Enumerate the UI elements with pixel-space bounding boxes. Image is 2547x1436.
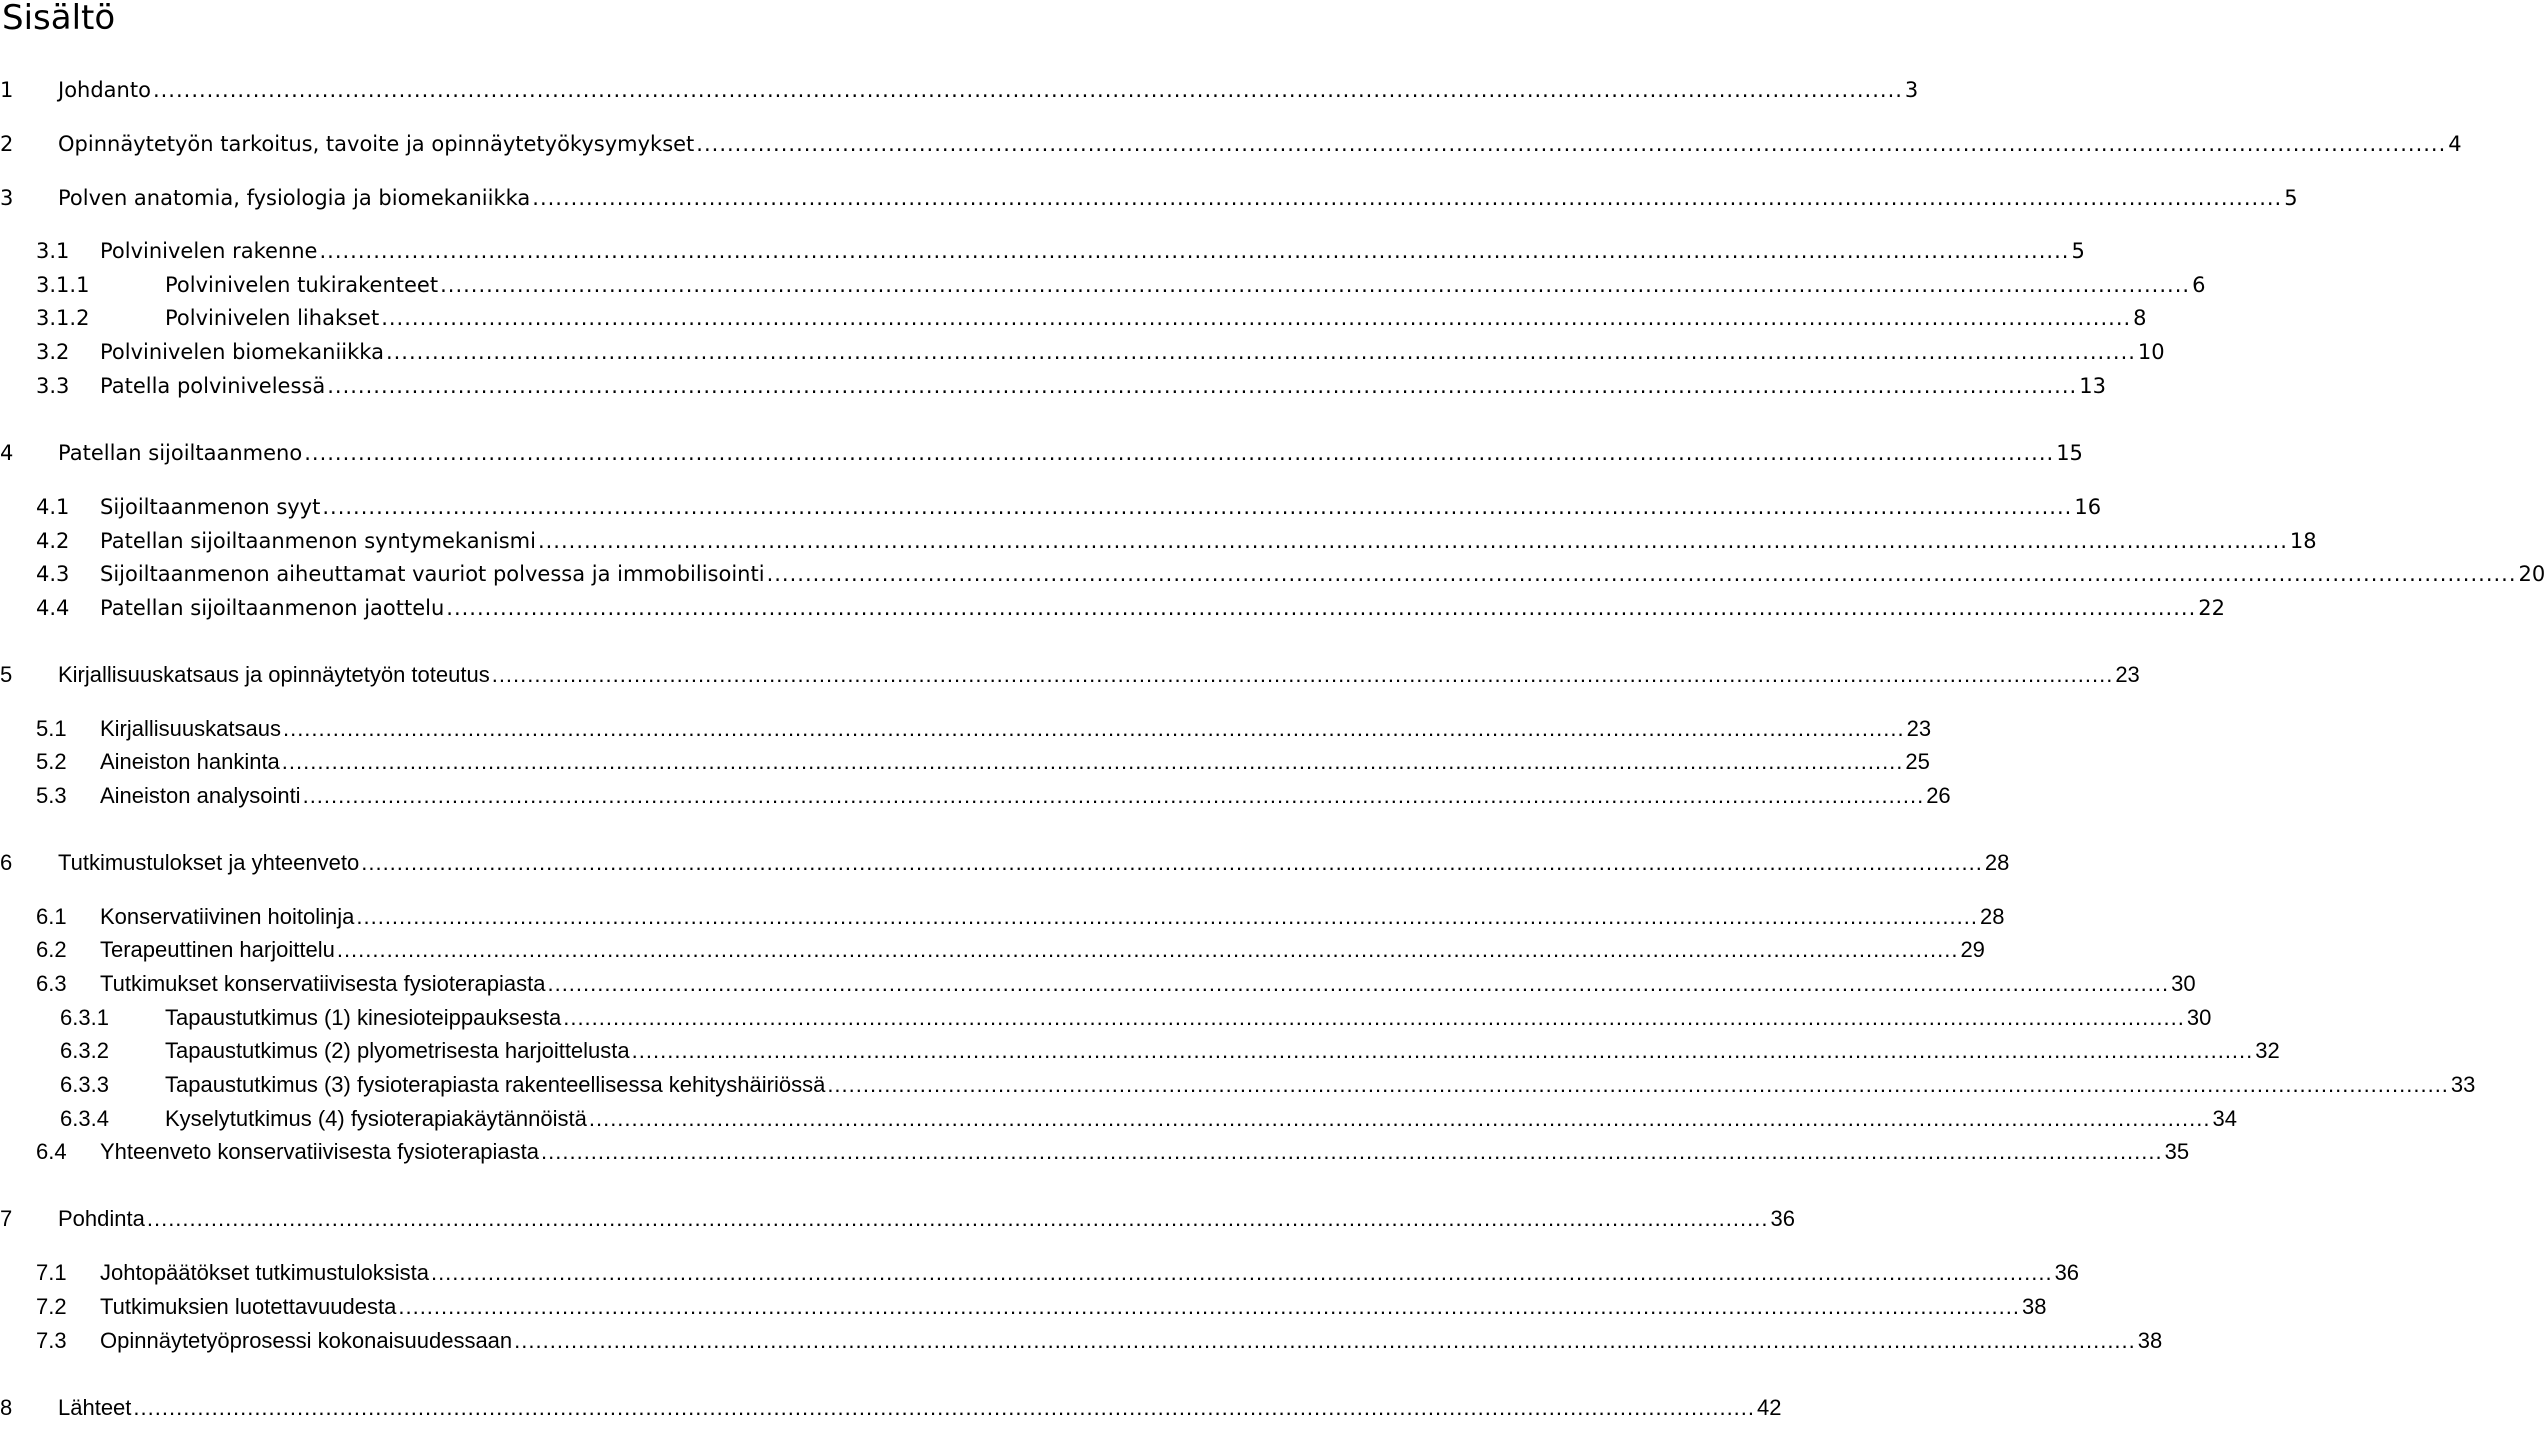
toc-entry-number: 8	[0, 1395, 13, 1420]
toc-entry[interactable]	[0, 335, 2165, 369]
toc-entry-page-number: 38	[2137, 1328, 2163, 1353]
toc-entry-number: 6.1	[36, 904, 67, 929]
toc-entry-number: 5.3	[36, 783, 67, 808]
toc-entry-page-number: 30	[2171, 971, 2196, 996]
toc-entry-number: 7.1	[36, 1260, 67, 1285]
toc-entry-title: Patella polvinivelessä	[100, 374, 326, 398]
toc-entry-number: 6.3	[36, 971, 67, 996]
toc-entry[interactable]	[0, 745, 1930, 779]
toc-entry[interactable]	[0, 1034, 2280, 1068]
toc-entry-page-number: 22	[2198, 596, 2225, 620]
toc-entry[interactable]	[0, 1324, 2163, 1358]
toc-entry[interactable]	[0, 658, 2140, 692]
toc-entry-title: Opinnäytetyöprosessi kokonaisuudessaan	[100, 1328, 513, 1353]
toc-dot-leader: ....................................................................................................................................................................................................................................	[322, 495, 2073, 519]
toc-entry[interactable]	[0, 1202, 1795, 1236]
toc-entry-number: 6.2	[36, 937, 67, 962]
toc-entry-title: Tapaustutkimus (3) fysioterapiasta rakenteellisessa kehityshäiriössä	[165, 1072, 826, 1097]
toc-entry-number: 3.1.2	[36, 306, 90, 330]
toc-entry[interactable]	[0, 557, 2546, 591]
toc-entry-number: 4.3	[36, 562, 70, 586]
toc-entry-title: Kirjallisuuskatsaus ja opinnäytetyön toteutus	[58, 662, 490, 687]
toc-entry-page-number: 29	[1960, 937, 1985, 962]
toc-entry[interactable]	[0, 127, 2462, 161]
toc-entry[interactable]	[0, 846, 2010, 880]
toc-entry[interactable]	[0, 301, 2147, 335]
toc-dot-leader: ....................................................................................................................................................................................................................................	[532, 186, 2283, 210]
toc-entry[interactable]	[0, 436, 2083, 470]
toc-entry-page-number: 23	[2115, 662, 2140, 687]
toc-entry-page-number: 13	[2079, 374, 2106, 398]
toc-entry-number: 7.2	[36, 1294, 67, 1319]
toc-entry-page-number: 35	[2164, 1139, 2190, 1164]
toc-entry[interactable]	[0, 1102, 2237, 1136]
toc-entry-title: Tutkimuksien luotettavuudesta	[100, 1294, 397, 1319]
toc-entry-page-number: 8	[2133, 306, 2147, 330]
toc-entry-page-number: 5	[2071, 239, 2085, 263]
toc-entry-title: Tutkimukset konservatiivisesta fysioterapiasta	[100, 971, 546, 996]
toc-entry-page-number: 15	[2056, 441, 2083, 465]
toc-entry-page-number: 36	[1770, 1206, 1795, 1231]
toc-dot-leader: ....................................................................................................................................................................................................................................	[446, 596, 2197, 620]
toc-entry-page-number: 4	[2448, 132, 2462, 156]
toc-entry[interactable]	[0, 1001, 2212, 1035]
toc-entry-number: 6.4	[36, 1139, 67, 1164]
toc-entry-page-number: 3	[1904, 78, 1919, 102]
toc-entry[interactable]	[0, 234, 2085, 268]
toc-entry-title: Patellan sijoiltaanmeno	[58, 441, 303, 465]
toc-entry-page-number: 20	[2518, 562, 2546, 586]
toc-entry-page-number: 16	[2074, 495, 2102, 519]
toc-dot-leader: ....................................................................................................................................................................................................................................	[356, 904, 1978, 929]
toc-entry-title: Johtopäätökset tutkimustuloksista	[100, 1260, 429, 1285]
toc-dot-leader: ....................................................................................................................................................................................................................................	[547, 971, 2170, 996]
toc-entry-title: Polvinivelen tukirakenteet	[165, 273, 439, 297]
toc-entry-page-number: 42	[1757, 1395, 1782, 1420]
toc-dot-leader: ....................................................................................................................................................................................................................................	[514, 1328, 2136, 1353]
toc-dot-leader: ....................................................................................................................................................................................................................................	[304, 441, 2055, 465]
toc-entry-title: Johdanto	[58, 78, 151, 102]
toc-entry-title: Lähteet	[58, 1395, 132, 1420]
toc-entry-page-number: 32	[2255, 1038, 2280, 1063]
toc-dot-leader: ....................................................................................................................................................................................................................................	[398, 1294, 2020, 1319]
toc-entry[interactable]	[0, 591, 2225, 625]
toc-dot-leader: ....................................................................................................................................................................................................................................	[133, 1395, 1756, 1420]
toc-entry-page-number: 30	[2186, 1005, 2212, 1030]
toc-dot-leader: ....................................................................................................................................................................................................................................	[827, 1072, 2449, 1097]
toc-entry-page-number: 36	[2054, 1260, 2080, 1285]
toc-entry-title: Tapaustutkimus (1) kinesioteippauksesta	[165, 1005, 562, 1030]
toc-entry-number: 5.2	[36, 749, 67, 774]
toc-entry[interactable]	[0, 1068, 2476, 1102]
toc-entry-number: 6.3.3	[60, 1072, 109, 1097]
toc-entry-page-number: 5	[2284, 186, 2298, 210]
toc-entry[interactable]	[0, 1391, 1782, 1425]
toc-entry-title: Kirjallisuuskatsaus	[100, 716, 281, 741]
toc-entry-title: Patellan sijoiltaanmenon syntymekanismi	[100, 529, 536, 553]
toc-dot-leader: ....................................................................................................................................................................................................................................	[631, 1038, 2254, 1063]
toc-entry[interactable]	[0, 1290, 2047, 1324]
toc-entry[interactable]	[0, 268, 2206, 302]
toc-entry-page-number: 6	[2192, 273, 2206, 297]
toc-entry-title: Polvinivelen lihakset	[165, 306, 380, 330]
toc-dot-leader: ....................................................................................................................................................................................................................................	[430, 1260, 2053, 1285]
toc-entry-number: 3.3	[36, 374, 70, 398]
toc-entry-title: Sijoiltaanmenon syyt	[100, 495, 321, 519]
toc-dot-leader: ....................................................................................................................................................................................................................................	[327, 374, 2078, 398]
toc-entry-title: Patellan sijoiltaanmenon jaottelu	[100, 596, 445, 620]
toc-entry[interactable]	[0, 1256, 2080, 1290]
toc-entry-title: Opinnäytetyön tarkoitus, tavoite ja opinnäytetyökysymykset	[58, 132, 695, 156]
toc-entry-title: Tutkimustulokset ja yhteenveto	[58, 850, 360, 875]
toc-entry-page-number: 10	[2137, 340, 2165, 364]
toc-entry-page-number: 28	[1984, 850, 2010, 875]
toc-entry[interactable]	[0, 933, 1985, 967]
toc-entry[interactable]	[0, 490, 2102, 524]
toc-entry-title: Terapeuttinen harjoittelu	[100, 937, 335, 962]
toc-entry-title: Tapaustutkimus (2) plyometrisesta harjoittelusta	[165, 1038, 630, 1063]
toc-dot-leader: ....................................................................................................................................................................................................................................	[146, 1206, 1769, 1231]
toc-entry-number: 4.4	[36, 596, 70, 620]
toc-dot-leader: ....................................................................................................................................................................................................................................	[537, 529, 2288, 553]
toc-entry-number: 7	[0, 1206, 13, 1231]
toc-entry-number: 6.3.2	[60, 1038, 109, 1063]
page-title: Sisältö	[2, 0, 116, 38]
toc-entry-number: 4.2	[36, 529, 70, 553]
toc-entry[interactable]	[0, 779, 1951, 813]
toc-entry-number: 2	[0, 132, 14, 156]
toc-entry[interactable]	[0, 181, 2298, 215]
toc-entry-title: Aineiston analysointi	[100, 783, 301, 808]
toc-entry-title: Yhteenveto konservatiivisesta fysioterapiasta	[100, 1139, 540, 1164]
toc-entry-number: 5	[0, 662, 13, 687]
toc-entry-number: 6.3.1	[60, 1005, 109, 1030]
toc-dot-leader: ....................................................................................................................................................................................................................................	[563, 1005, 2185, 1030]
toc-entry-page-number: 25	[1905, 749, 1930, 774]
toc-entry[interactable]	[0, 524, 2317, 558]
toc-entry-number: 3	[0, 186, 14, 210]
toc-entry-number: 4.1	[36, 495, 70, 519]
toc-entry-number: 5.1	[36, 716, 67, 741]
toc-entry-number: 3.2	[36, 340, 70, 364]
toc-entry-number: 6	[0, 850, 13, 875]
toc-entry[interactable]	[0, 900, 2005, 934]
toc-entry-number: 6.3.4	[60, 1106, 109, 1131]
toc-dot-leader: ....................................................................................................................................................................................................................................	[766, 562, 2517, 586]
toc-dot-leader: ....................................................................................................................................................................................................................................	[440, 273, 2191, 297]
toc-entry-page-number: 18	[2289, 529, 2317, 553]
toc-entry[interactable]	[0, 967, 2196, 1001]
toc-entry-title: Pohdinta	[58, 1206, 145, 1231]
toc-entry-page-number: 38	[2021, 1294, 2047, 1319]
toc-entry-title: Polvinivelen biomekaniikka	[100, 340, 384, 364]
toc-entry[interactable]	[0, 712, 1932, 746]
toc-entry[interactable]	[0, 73, 1919, 107]
toc-dot-leader: ....................................................................................................................................................................................................................................	[319, 239, 2070, 263]
toc-entry-page-number: 28	[1979, 904, 2005, 929]
toc-entry-title: Polvinivelen rakenne	[100, 239, 318, 263]
toc-dot-leader: ....................................................................................................................................................................................................................................	[281, 749, 1904, 774]
toc-entry-page-number: 34	[2212, 1106, 2237, 1131]
toc-entry-page-number: 26	[1926, 783, 1951, 808]
toc-dot-leader: ....................................................................................................................................................................................................................................	[491, 662, 2114, 687]
toc-entry-title: Aineiston hankinta	[100, 749, 280, 774]
toc-entry-title: Kyselytutkimus (4) fysioterapiakäytännöistä	[165, 1106, 587, 1131]
toc-dot-leader: ....................................................................................................................................................................................................................................	[302, 783, 1925, 808]
toc-dot-leader: ....................................................................................................................................................................................................................................	[588, 1106, 2211, 1131]
toc-dot-leader: ....................................................................................................................................................................................................................................	[282, 716, 1905, 741]
toc-entry-title: Polven anatomia, fysiologia ja biomekaniikka	[58, 186, 531, 210]
toc-dot-leader: ....................................................................................................................................................................................................................................	[696, 132, 2447, 156]
toc-entry-number: 4	[0, 441, 14, 465]
toc-entry-page-number: 33	[2450, 1072, 2476, 1097]
toc-entry[interactable]	[0, 1135, 2190, 1169]
toc-entry-number: 7.3	[36, 1328, 67, 1353]
toc-dot-leader: ....................................................................................................................................................................................................................................	[336, 937, 1959, 962]
toc-dot-leader: ....................................................................................................................................................................................................................................	[152, 78, 1903, 102]
toc-entry-number: 3.1	[36, 239, 70, 263]
toc-entry-title: Sijoiltaanmenon aiheuttamat vauriot polvessa ja immobilisointi	[100, 562, 765, 586]
toc-dot-leader: ....................................................................................................................................................................................................................................	[381, 306, 2132, 330]
toc-entry-title: Konservatiivinen hoitolinja	[100, 904, 355, 929]
toc-entry-number: 3.1.1	[36, 273, 90, 297]
toc-dot-leader: ....................................................................................................................................................................................................................................	[361, 850, 1983, 875]
toc-dot-leader: ....................................................................................................................................................................................................................................	[385, 340, 2136, 364]
toc-entry-number: 1	[0, 78, 14, 102]
toc-dot-leader: ....................................................................................................................................................................................................................................	[541, 1139, 2163, 1164]
toc-entry[interactable]	[0, 369, 2106, 403]
toc-entry-page-number: 23	[1906, 716, 1932, 741]
